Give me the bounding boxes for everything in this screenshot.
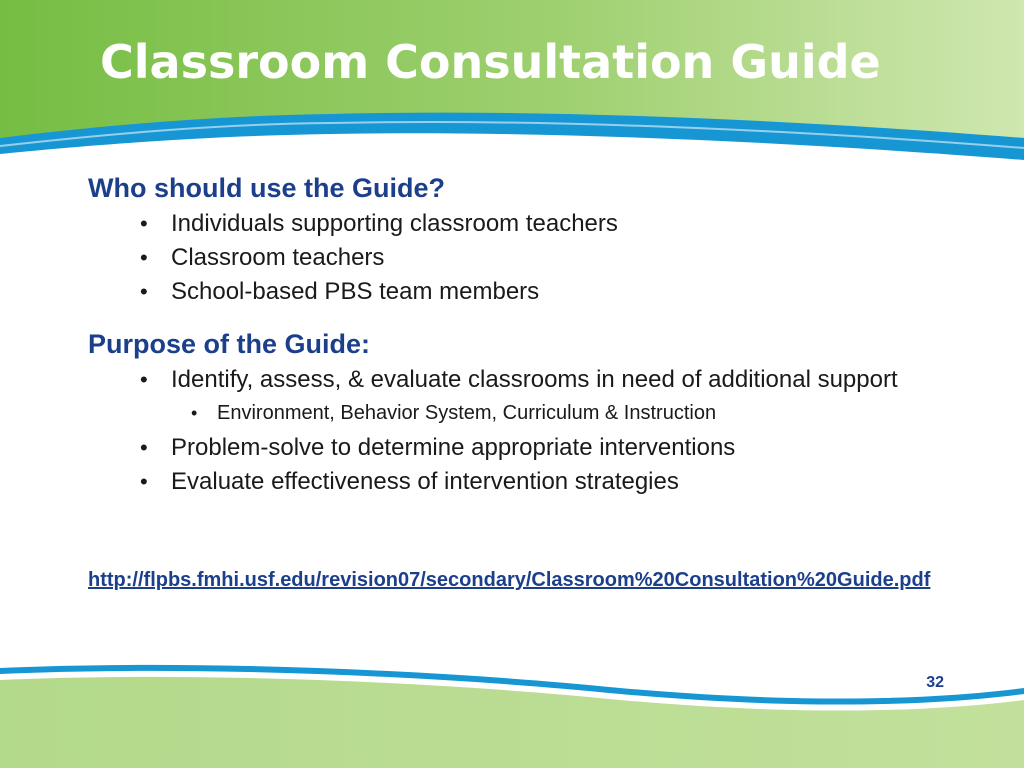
list-item: • Evaluate effectiveness of intervention strategies xyxy=(88,468,941,496)
purpose-bullet-list xyxy=(88,366,968,394)
list-item: • Identify, assess, & evaluate classrooms in need of additional support xyxy=(88,366,941,394)
purpose-sub-bullet-list xyxy=(88,400,968,426)
slide-content xyxy=(88,170,968,502)
slide-title: Classroom Consultation Guide xyxy=(100,35,881,89)
list-item: • Problem-solve to determine appropriate interventions xyxy=(88,434,941,462)
section-heading-who: Who should use the Guide? xyxy=(88,173,445,203)
purpose-bullet-list-continued xyxy=(88,434,968,496)
list-item: • School-based PBS team members xyxy=(88,278,941,306)
page-number: 32 xyxy=(926,674,944,691)
list-item: • Classroom teachers xyxy=(88,244,941,272)
footer-band xyxy=(0,677,1024,768)
list-item: • Individuals supporting classroom teachers xyxy=(88,210,941,238)
sub-list-item: • Environment, Behavior System, Curriculum & Instruction xyxy=(177,400,968,426)
section-heading-purpose: Purpose of the Guide: xyxy=(88,329,371,359)
guide-url-link[interactable]: http://flpbs.fmhi.usf.edu/revision07/secondary/Classroom%20Consultation%20Guide.pdf xyxy=(88,569,931,591)
who-bullet-list xyxy=(88,210,968,306)
